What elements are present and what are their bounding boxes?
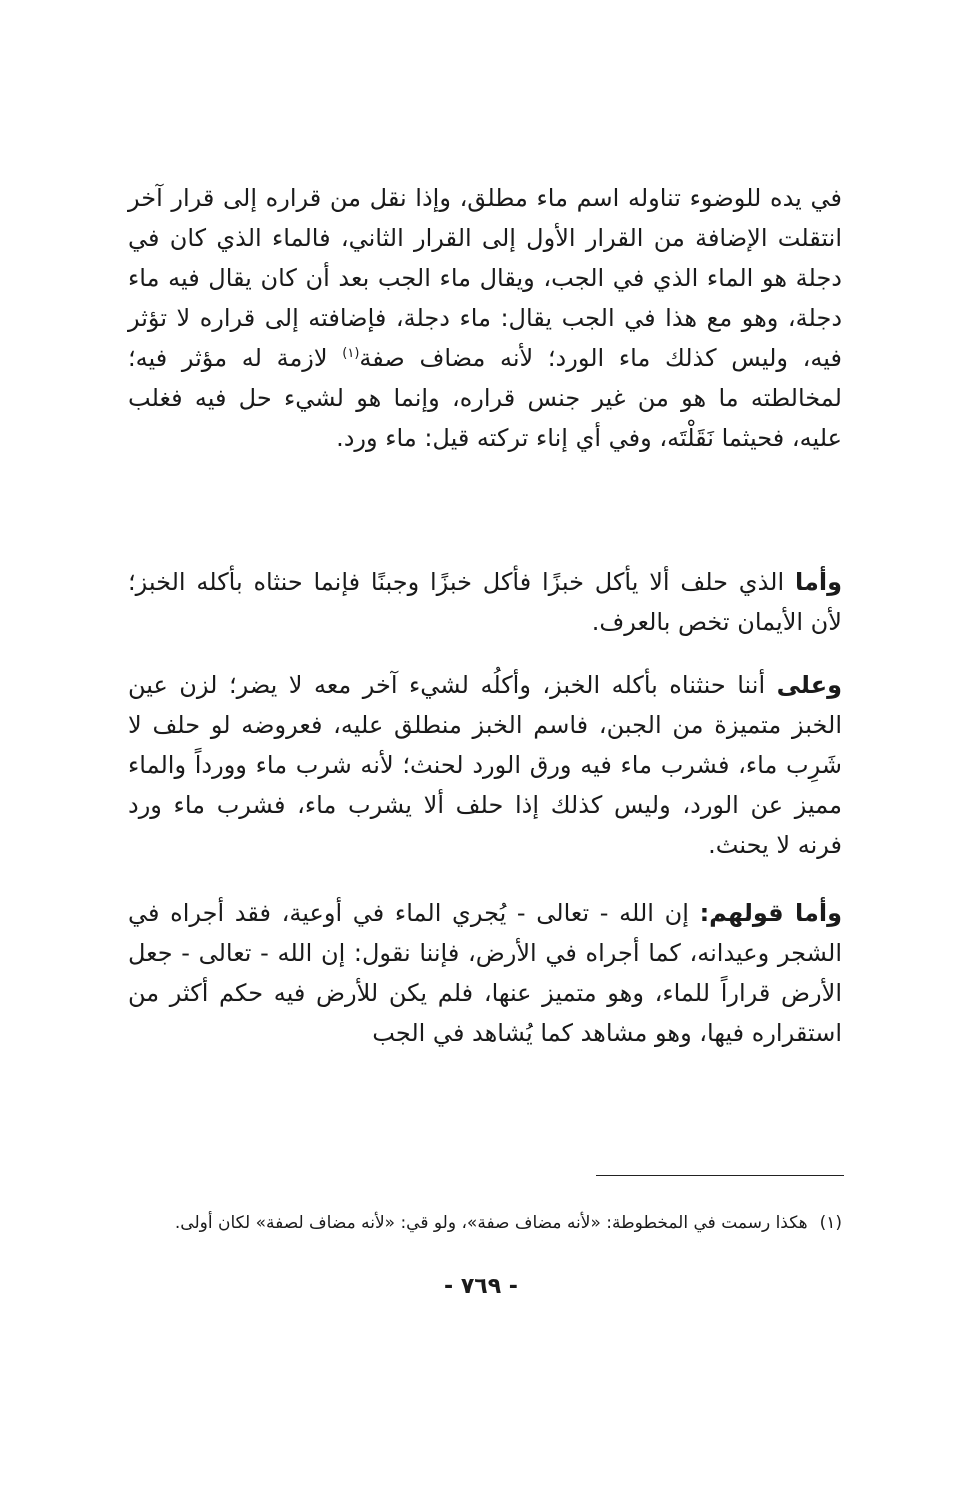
paragraph-2 — [128, 562, 842, 642]
page-number: - ٧٦٩ - — [444, 1274, 518, 1299]
paragraph-3-text: أننا حنثناه بأكله الخبز، وأكلُه لشيء آخر معه لا يضر؛ لزن عين الخبز متميزة من الجبن، فاسم الخبز منطلق عليه، فعروضه لو حلف لا شَرِب ماء، فشرب ماء فيه ورق الورد لحنث؛ لأنه شرب ماء وورداً والماء مميز عن الورد، وليس كذلك إذا حلف ألا يشرب ماء، فشرب ماء ورد فرنه لا يحنث. — [128, 671, 842, 859]
footnote — [128, 1208, 842, 1238]
paragraph-1 — [128, 178, 842, 458]
paragraph-2-text: الذي حلف ألا يأكل خبزًا فأكل خبزًا وجبنًا فإنما حنثاه بأكله الخبز؛ لأن الأيمان تخص بالعرف. — [128, 568, 842, 636]
paragraph-4 — [128, 893, 842, 1053]
footnote-number: (١) — [819, 1213, 842, 1233]
paragraph-4-lead: وأما قولهم: — [699, 899, 843, 927]
paragraph-4-text: إن الله - تعالى - يُجري الماء في أوعية، فقد أجراه في الشجر وعيدانه، كما أجراه في الأرض، فإننا نقول: إن الله - تعالى - جعل الأرض قراراً للماء، وهو متميز عنها، فلم يكن للأرض فيه حكم أكثر من استقراره فيها، وهو مشاهد كما يُشاهد في الجب — [128, 899, 842, 1047]
footnote-text: هكذا رسمت في المخطوطة: «لأنه مضاف صفة»، ولو قي: «لأنه مضاف لصفة» لكان أولى. — [174, 1213, 808, 1233]
paragraph-3 — [128, 665, 842, 865]
paragraph-2-lead: وأما — [794, 568, 842, 596]
paragraph-1-text-continued: لازمة له مؤثر فيه؛ لمخالطته ما هو من غير جنس قراره، وإنما هو لشيء حل فيه فغلب عليه، فحيثما نَقَلْتَه، وفي أي إناء تركته قيل: ماء ورد. — [128, 344, 842, 452]
paragraph-1-text: في يده للوضوء تناوله اسم ماء مطلق، وإذا نقل من قراره إلى قرار آخر انتقلت الإضافة من القرار الأول إلى القرار الثاني، فالماء الذي كان في دجلة هو الماء الذي في الجب، ويقال ماء الجب بعد أن كان يقال فيه ماء دجلة، وهو مع هذا في الجب يقال: ماء دجلة، فإضافته إلى قراره لا تؤثر فيه، وليس كذلك ماء الورد؛ لأنه مضاف صفة — [128, 184, 842, 372]
paragraph-3-lead: وعلى — [776, 671, 842, 699]
footnote-separator — [596, 1175, 844, 1176]
footnote-reference: (١) — [342, 346, 360, 361]
